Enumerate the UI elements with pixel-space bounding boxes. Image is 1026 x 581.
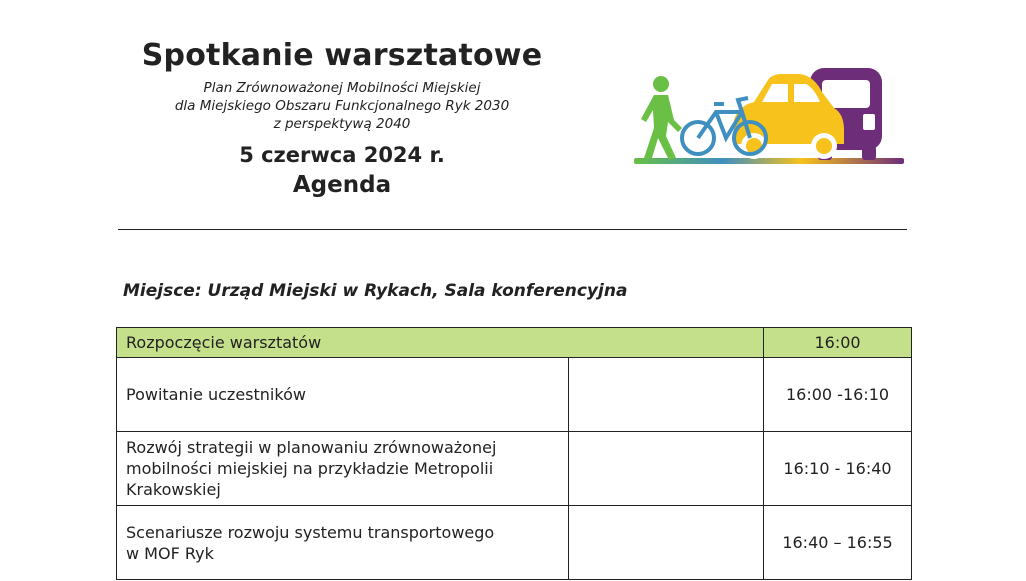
agenda-item-line: w MOF Ryk [126, 543, 214, 563]
agenda-item-line: mobilności miejskiej na przykładzie Metropolii [126, 459, 494, 478]
agenda-time: 16:40 – 16:55 [764, 506, 912, 580]
agenda-item-line: Krakowskiej [126, 480, 221, 499]
agenda-item-line: Powitanie uczestników [126, 385, 306, 404]
subtitle-line: z perspektywą 2040 [273, 116, 411, 132]
agenda-item [117, 506, 569, 580]
agenda-item-line: Rozwój strategii w planowaniu zrównoważonej [126, 438, 497, 457]
sustainable-mobility-logo-icon [630, 62, 910, 170]
agenda-table [116, 327, 912, 580]
table-header-row [117, 328, 912, 358]
agenda-time: 16:00 -16:10 [764, 358, 912, 432]
table-row [117, 506, 912, 580]
empty-cell [569, 358, 764, 432]
subtitle-line: Plan Zrównoważonej Mobilności Miejskiej [203, 80, 481, 96]
agenda-item [117, 432, 569, 506]
start-time: 16:00 [764, 328, 912, 358]
start-label: Rozpoczęcie warsztatów [117, 328, 764, 358]
document-subtitle [120, 79, 564, 133]
subtitle-line: dla Miejskiego Obszaru Funkcjonalnego Ryk 2030 [174, 98, 510, 114]
empty-cell [569, 506, 764, 580]
agenda-heading: Agenda [292, 172, 392, 198]
empty-cell [569, 432, 764, 506]
pedestrian-icon [641, 76, 682, 160]
agenda-time: 16:10 - 16:40 [764, 432, 912, 506]
header-divider [118, 229, 907, 230]
document-title: Spotkanie warsztatowe [141, 38, 543, 73]
agenda-item [117, 358, 569, 432]
meeting-date: 5 czerwca 2024 r. [239, 143, 445, 167]
table-row [117, 358, 912, 432]
meeting-location: Miejsce: Urząd Miejski w Rykach, Sala konferencyjna [123, 281, 628, 301]
table-row [117, 432, 912, 506]
agenda-item-line: Scenariusze rozwoju systemu transportowego [126, 522, 495, 542]
